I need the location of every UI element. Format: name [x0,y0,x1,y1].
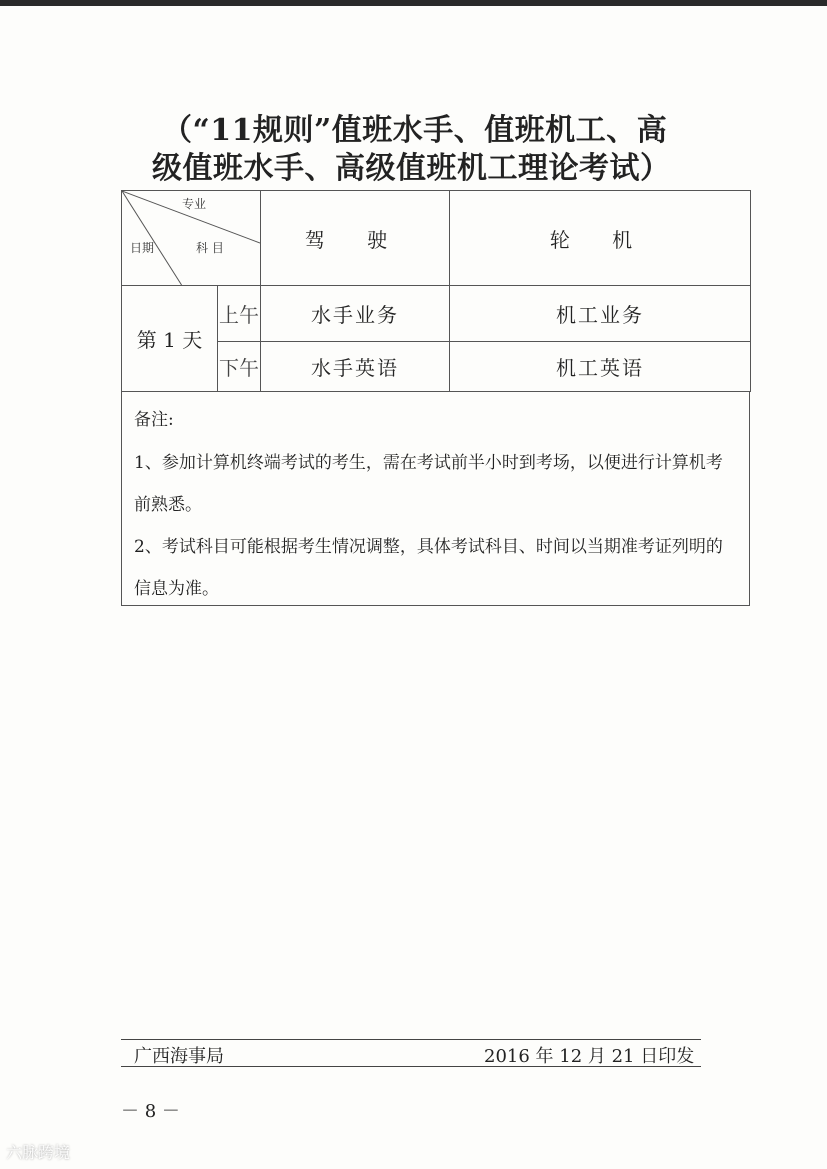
exam-schedule-table [121,190,751,392]
corner-label-date: 日期 [130,241,155,255]
subject-engine-afternoon: 机工英语 [450,342,751,392]
day-label: 第 1 天 [122,286,218,392]
table-header-row [122,191,751,286]
subject-engine-morning: 机工业务 [450,286,751,342]
watermark-logo: 六脉跨境 [6,1143,71,1162]
subject-navigation-afternoon: 水手英语 [261,342,450,392]
period-morning: 上午 [218,286,261,342]
page-number: － 8 － [121,1101,180,1122]
footer-rule-bottom [121,1066,701,1067]
period-afternoon: 下午 [218,342,261,392]
title-line-2: 级值班水手、高级值班机工理论考试） [152,151,671,186]
document-title [120,112,750,188]
issue-date: 2016 年 12 月 21 日印发 [484,1046,695,1067]
notes-box [121,392,750,606]
table-row [122,286,751,342]
header-navigation: 驾 驶 [261,191,450,286]
issuer-name: 广西海事局 [134,1046,224,1067]
scan-top-edge [0,0,827,6]
title-line-1: （“11规则”值班水手、值班机工、高 [162,113,668,148]
corner-label-major: 专业 [182,197,207,211]
corner-label-subject: 科 目 [196,241,224,255]
header-engine: 轮 机 [450,191,751,286]
corner-header-cell [122,191,261,286]
footer-rule-top [121,1039,701,1040]
note-item-1: 1、参加计算机终端考试的考生，需在考试前半小时到考场，以便进行计算机考前熟悉。 [134,453,723,515]
note-item-2: 2、考试科目可能根据考生情况调整，具体考试科目、时间以当期准考证列明的信息为准。 [134,537,723,599]
notes-heading: 备注: [134,410,174,430]
subject-navigation-morning: 水手业务 [261,286,450,342]
